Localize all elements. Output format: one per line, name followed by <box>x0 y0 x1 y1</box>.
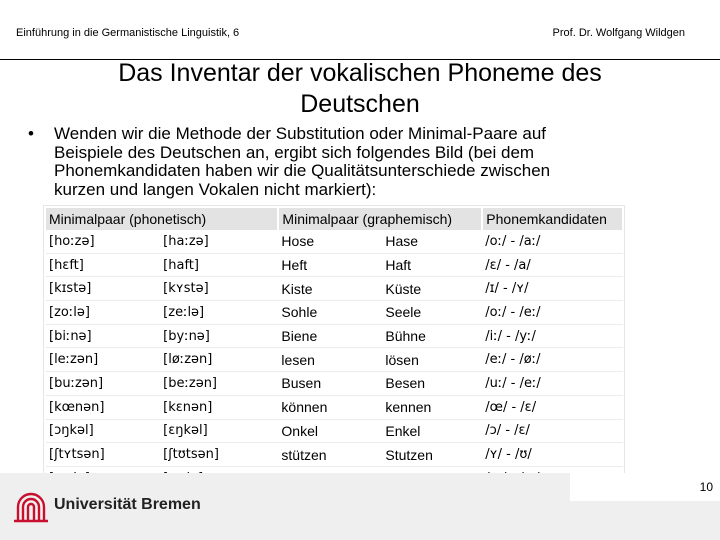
table-cell: [kœnən] <box>46 395 160 419</box>
table-cell: Kiste <box>278 277 382 301</box>
university-logo-icon <box>12 487 50 525</box>
table-cell: /ɛ/ - /a/ <box>482 253 623 277</box>
table-row <box>46 230 623 253</box>
header-phoneme-candidates: Phonemkandidaten <box>482 208 623 230</box>
table-cell: [ʃtʊtsən] <box>160 443 278 467</box>
slide-title <box>0 58 720 120</box>
table-cell: /iː/ - /yː/ <box>482 324 623 348</box>
table-cell: /ʏ/ - /ʊ/ <box>482 443 623 467</box>
table-row <box>46 277 623 301</box>
table-cell: Heft <box>278 253 382 277</box>
table-cell: Bühne <box>382 324 482 348</box>
table-cell: Biene <box>278 324 382 348</box>
table-row <box>46 253 623 277</box>
table-cell: Haft <box>382 253 482 277</box>
table-cell: /ɪ/ - /ʏ/ <box>482 277 623 301</box>
table-row <box>46 301 623 325</box>
table-cell: [haːzə] <box>160 230 278 253</box>
table-cell: /œ/ - /ɛ/ <box>482 395 623 419</box>
table-cell: Onkel <box>278 419 382 443</box>
table-cell: lesen <box>278 348 382 372</box>
table-cell: /oː/ - /aː/ <box>482 230 623 253</box>
bullet-line-4: kurzen und langen Vokalen nicht markiert): <box>54 179 377 199</box>
table-cell: Hase <box>382 230 482 253</box>
table-cell: Küste <box>382 277 482 301</box>
table-cell: [zoːlə] <box>46 301 160 325</box>
table-cell: [leːzən] <box>46 348 160 372</box>
header-graphemic: Minimalpaar (graphemisch) <box>278 208 482 230</box>
table-cell: [løːzən] <box>160 348 278 372</box>
table-cell: [zeːlə] <box>160 301 278 325</box>
table-cell: Stutzen <box>382 443 482 467</box>
bullet-marker: • <box>28 124 34 143</box>
table-row <box>46 348 623 372</box>
table-cell: Enkel <box>382 419 482 443</box>
table-cell: /oː/ - /eː/ <box>482 301 623 325</box>
table-cell: Seele <box>382 301 482 325</box>
table-row <box>46 443 623 467</box>
table-cell: [kɛnən] <box>160 395 278 419</box>
university-name: Universität Bremen <box>54 496 201 513</box>
table-cell: [beːzən] <box>160 372 278 396</box>
table-cell: [buːzən] <box>46 372 160 396</box>
table-cell: [ɔŋkəl] <box>46 419 160 443</box>
table-cell: [hɛft] <box>46 253 160 277</box>
table-cell: [haft] <box>160 253 278 277</box>
table-cell: [kɪstə] <box>46 277 160 301</box>
table-cell: Sohle <box>278 301 382 325</box>
slide-title-line-1: Das Inventar der vokalischen Phoneme des <box>118 59 602 87</box>
table-row <box>46 419 623 443</box>
header-phonetic: Minimalpaar (phonetisch) <box>46 208 278 230</box>
minimal-pairs-table <box>46 208 624 491</box>
table-cell: [ʃtʏtsən] <box>46 443 160 467</box>
table-cell: Busen <box>278 372 382 396</box>
bullet-line-1: Wenden wir die Methode der Substitution oder Minimal-Paare auf <box>54 124 547 143</box>
table-cell: [kʏstə] <box>160 277 278 301</box>
bullet-line-2: Beispiele des Deutschen an, ergibt sich folgendes Bild (bei dem <box>54 142 535 162</box>
table-cell: können <box>278 395 382 419</box>
table-cell: /ɔ/ - /ɛ/ <box>482 419 623 443</box>
slide-title-line-2: Deutschen <box>300 90 420 118</box>
table-header-row <box>46 208 623 230</box>
page-number-box <box>570 473 720 501</box>
header-course-title: Einführung in die Germanistische Linguistik, 6 <box>16 27 240 39</box>
table-cell: kennen <box>382 395 482 419</box>
page-number: 10 <box>699 480 713 494</box>
table-cell: [hoːzə] <box>46 230 160 253</box>
table-cell: Hose <box>278 230 382 253</box>
table-cell: stützen <box>278 443 382 467</box>
table-cell: Besen <box>382 372 482 396</box>
table-cell: [byːnə] <box>160 324 278 348</box>
table-cell: [ɛŋkəl] <box>160 419 278 443</box>
minimal-pairs-table-image <box>44 206 624 482</box>
table-cell: lösen <box>382 348 482 372</box>
bullet-text <box>54 125 694 199</box>
table-row <box>46 395 623 419</box>
table-row <box>46 372 623 396</box>
table-cell: /eː/ - /øː/ <box>482 348 623 372</box>
table-cell: [biːnə] <box>46 324 160 348</box>
table-row <box>46 324 623 348</box>
bullet-line-3: Phonemkandidaten haben wir die Qualitätsunterschiede zwischen <box>54 161 551 180</box>
header-author: Prof. Dr. Wolfgang Wildgen <box>552 27 685 39</box>
table-cell: /uː/ - /eː/ <box>482 372 623 396</box>
